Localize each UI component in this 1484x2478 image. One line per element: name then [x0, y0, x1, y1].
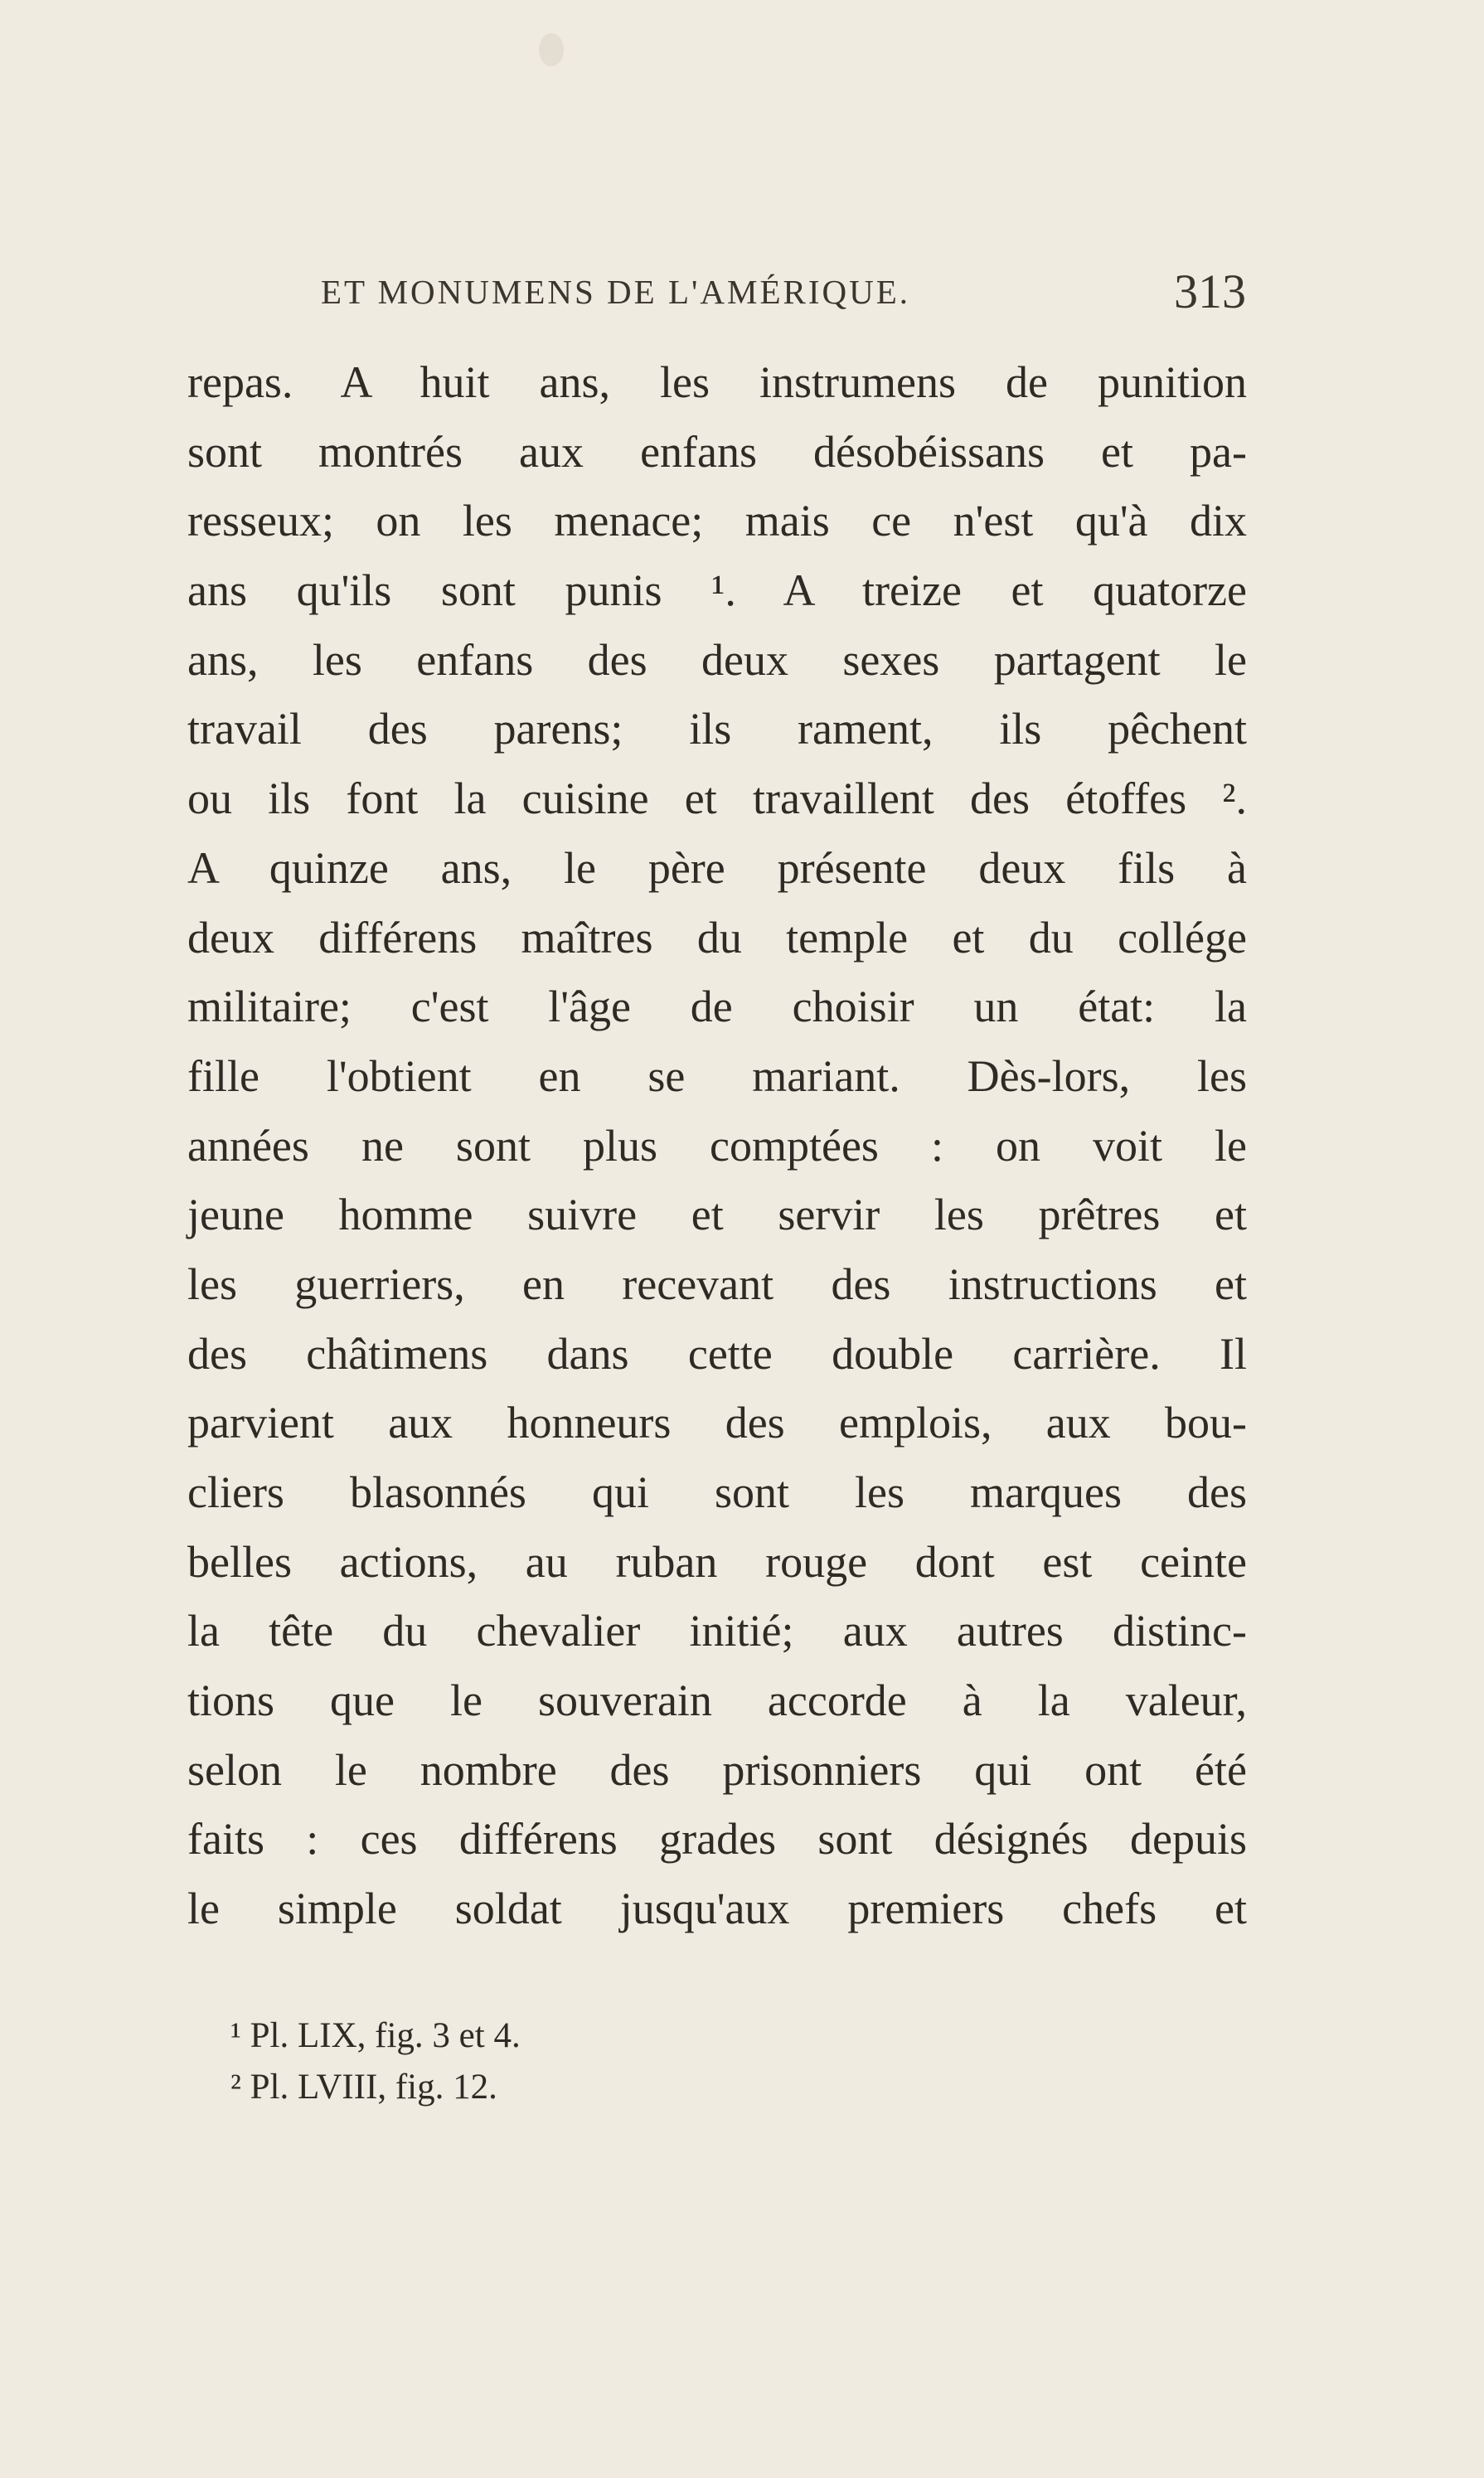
text-line: ou ils font la cuisine et travaillent des étoffes ².	[187, 773, 1247, 824]
text-line: cliers blasonnés qui sont les marques des	[187, 1467, 1247, 1517]
text-line: parvient aux honneurs des emplois, aux bou-	[187, 1398, 1247, 1448]
text-line: travail des parens; ils rament, ils pêchent	[187, 704, 1247, 754]
footnotes	[230, 2010, 894, 2113]
footnote: ¹ Pl. LIX, fig. 3 et 4.	[230, 2016, 521, 2055]
text-line: repas. A huit ans, les instrumens de punition	[187, 357, 1247, 407]
text-line: la tête du chevalier initié; aux autres distinc-	[187, 1606, 1247, 1656]
text-line: sont montrés aux enfans désobéissans et pa-	[187, 426, 1247, 477]
page-number: 313	[1174, 264, 1246, 318]
text-line: tions que le souverain accorde à la valeur,	[187, 1675, 1247, 1726]
text-line: faits : ces différens grades sont désignés depuis	[187, 1814, 1247, 1865]
text-line: deux différens maîtres du temple et du collége	[187, 912, 1247, 963]
text-line: fille l'obtient en se mariant. Dès-lors, les	[187, 1050, 1247, 1101]
footnote: ² Pl. LVIII, fig. 12.	[230, 2068, 497, 2107]
text-line: ans qu'ils sont punis ¹. A treize et quatorze	[187, 565, 1247, 616]
text-line: le simple soldat jusqu'aux premiers chefs et	[187, 1884, 1247, 1934]
text-line: ans, les enfans des deux sexes partagent le	[187, 634, 1247, 685]
body-text	[187, 348, 1247, 1944]
text-line: resseux; on les menace; mais ce n'est qu'à dix	[187, 496, 1247, 546]
text-line: années ne sont plus comptées : on voit le	[187, 1120, 1247, 1171]
text-line: belles actions, au ruban rouge dont est ceinte	[187, 1536, 1247, 1587]
text-line: jeune homme suivre et servir les prêtres et	[187, 1190, 1247, 1240]
text-line: selon le nombre des prisonniers qui ont été	[187, 1744, 1247, 1795]
running-title: ET MONUMENS DE L'AMÉRIQUE.	[321, 273, 910, 311]
text-line: A quinze ans, le père présente deux fils à	[187, 842, 1247, 893]
running-head	[319, 264, 1263, 325]
text-line: militaire; c'est l'âge de choisir un état: la	[187, 982, 1247, 1032]
text-line: les guerriers, en recevant des instructions et	[187, 1258, 1247, 1309]
paper-stain	[539, 33, 564, 66]
text-line: des châtimens dans cette double carrière. Il	[187, 1328, 1247, 1379]
